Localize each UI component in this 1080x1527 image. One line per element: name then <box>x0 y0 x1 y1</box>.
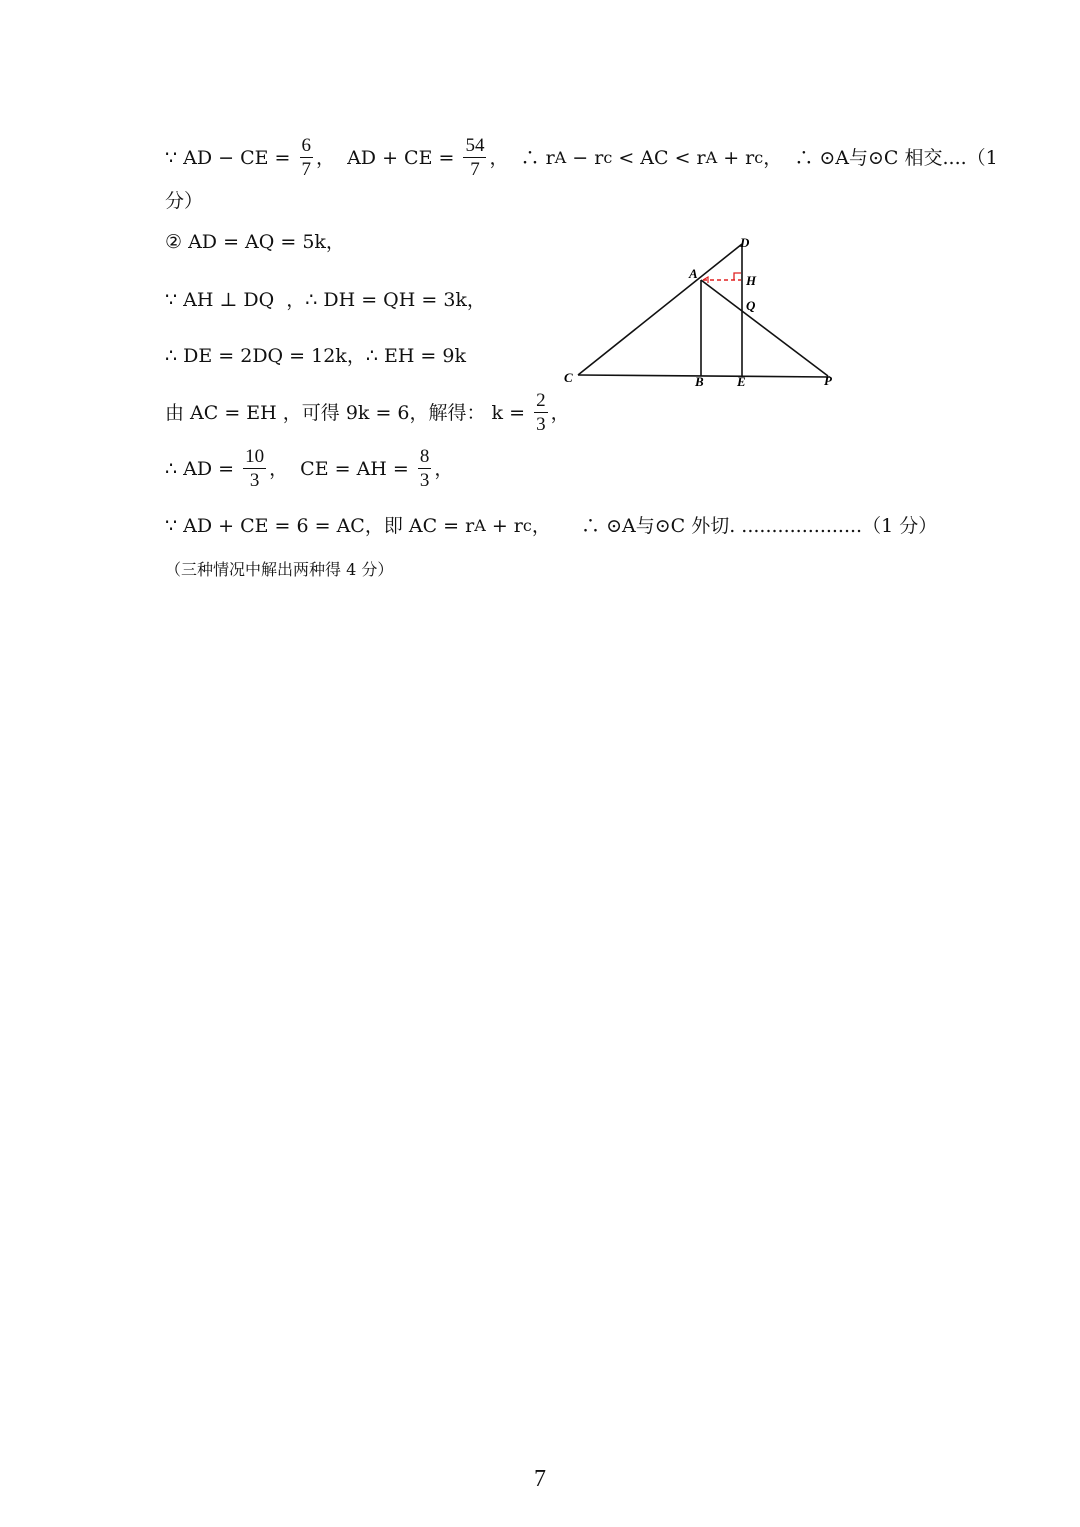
subscript: c <box>603 147 613 167</box>
text-segment: ∴ DE = 2DQ = 12k，∴ EH = 9k <box>165 345 466 367</box>
fraction-numerator: 54 <box>465 135 485 156</box>
text-segment: ∵ AD + CE = 6 = AC，即 AC = r <box>165 515 475 537</box>
line-perpendicular <box>165 288 486 312</box>
text-segment: ， <box>550 401 570 424</box>
text-segment: ， AD + CE = <box>316 146 461 169</box>
fraction-6-7 <box>300 135 314 180</box>
label-p: P <box>824 373 832 388</box>
text-segment: 由 AC = EH ，可得 9k = 6，解得： k = <box>165 401 532 424</box>
text-segment: − r <box>566 146 604 169</box>
label-b: B <box>695 374 704 389</box>
fraction-8-3 <box>418 446 432 491</box>
text-segment: ， ∴ ⊙A与⊙C 相交....（1 <box>763 146 998 169</box>
fraction-numerator: 2 <box>536 390 546 411</box>
text-segment: ， ∴ ⊙A与⊙C 外切. ....................（1 分） <box>531 515 938 537</box>
fraction-numerator: 6 <box>301 135 311 156</box>
fraction-54-7 <box>463 135 486 180</box>
fraction-denominator: 7 <box>301 159 311 180</box>
line-externally-tangent <box>165 514 937 538</box>
text-segment: ∴ AD = <box>165 457 241 480</box>
line-ad-ce <box>165 446 453 491</box>
subscript: A <box>705 147 718 167</box>
segment-cp <box>578 375 830 377</box>
line-scoring-note <box>165 558 393 582</box>
subscript: A <box>554 147 567 167</box>
fraction-denominator: 3 <box>536 414 546 435</box>
text-segment: ∵ AH ⊥ DQ ，∴ DH = QH = 3k， <box>165 289 486 311</box>
subscript: c <box>522 516 532 535</box>
text-segment: ∵ AD − CE = <box>165 146 297 169</box>
text-segment: ， <box>434 457 454 480</box>
label-d: D <box>740 235 750 250</box>
fraction-numerator: 10 <box>245 446 265 467</box>
line-case-2 <box>165 230 345 254</box>
text-segment: ， ∴ r <box>489 146 555 169</box>
text-segment: + r <box>485 515 523 537</box>
line-solve-k <box>165 390 570 435</box>
label-c: C <box>564 370 573 385</box>
fraction-denominator: 7 <box>470 159 480 180</box>
line-intersect-condition <box>165 135 998 180</box>
segment-cd <box>578 244 742 375</box>
subscript: A <box>474 516 486 535</box>
line-de-eh <box>165 344 466 368</box>
text-segment: ② AD = AQ = 5k， <box>165 231 345 253</box>
fraction-2-3 <box>534 390 548 435</box>
text-segment: + r <box>717 146 755 169</box>
label-e: E <box>737 374 746 389</box>
text-segment: （三种情况中解出两种得 4 分） <box>165 560 394 579</box>
label-a: A <box>689 266 698 281</box>
label-h: H <box>746 273 757 288</box>
fraction-10-3 <box>243 446 266 491</box>
right-angle-mark <box>734 273 741 280</box>
text-segment: ， CE = AH = <box>269 457 415 480</box>
segment-ap <box>701 280 828 376</box>
label-q: Q <box>746 298 756 313</box>
subscript: c <box>754 147 764 167</box>
line-score-continuation <box>165 189 203 213</box>
page-number: 7 <box>534 1466 546 1492</box>
fraction-denominator: 3 <box>249 470 260 491</box>
fraction-denominator: 3 <box>419 470 430 491</box>
text-segment: < AC < r <box>612 146 706 169</box>
geometry-diagram <box>560 230 850 400</box>
fraction-numerator: 8 <box>419 446 430 467</box>
text-segment: 分） <box>165 190 204 212</box>
